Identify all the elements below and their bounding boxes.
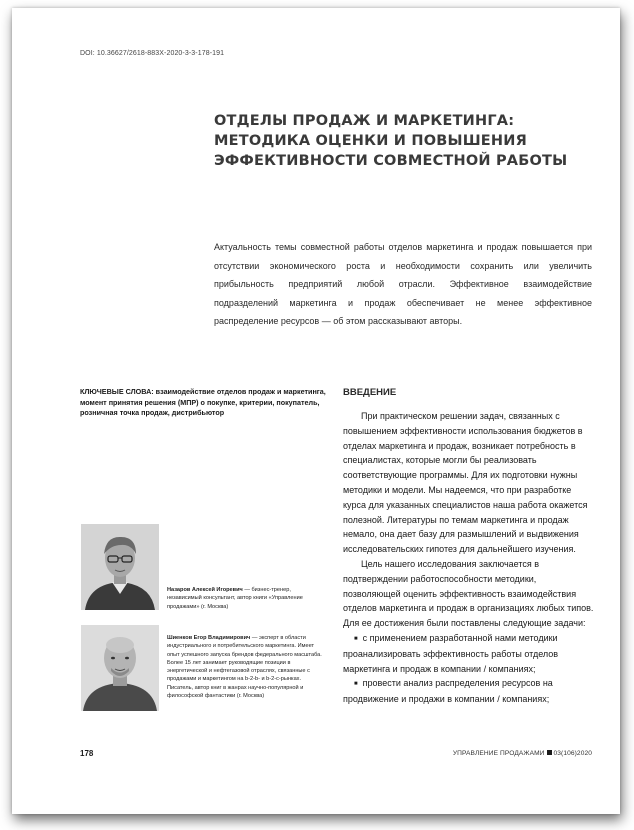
- title-line: МЕТОДИКА ОЦЕНКИ И ПОВЫШЕНИЯ: [214, 133, 527, 149]
- bullet-text: с применением разработанной нами методики проанализировать эффективность работы отделов маркетинга и продаж в компании / компаниях;: [343, 632, 559, 674]
- portrait-image: [81, 524, 159, 610]
- page-number: 178: [80, 749, 94, 758]
- title-line: ЭФФЕКТИВНОСТИ СОВМЕСТНОЙ РАБОТЫ: [214, 153, 568, 169]
- square-bullet-icon: ■: [354, 635, 358, 642]
- journal-page: [12, 8, 620, 814]
- square-bullet-icon: ■: [354, 681, 358, 688]
- issue-number: 03(106)2020: [553, 750, 592, 757]
- author-bio: [167, 586, 327, 611]
- author-description: — бизнес-тренер, независимый консультант, автор книги «Управление продажами» (г. Москва): [167, 587, 303, 610]
- author-photo: [81, 625, 159, 711]
- article-title: [214, 111, 584, 171]
- author-name: Шиенков Егор Владимирович: [167, 635, 251, 641]
- author-description: — эксперт в области индустриального и потребительского маркетинга. Имеет опыт успешного запуска брендов федерального масштаба. Более 15 лет занимает руководящие позиции в энергетической и нефтегазовой отраслях, связанные с продажами и маркетингом на b-2-b- и b-2-c-рынках. Писатель, автор книг в жанрах научно-популярной и философской фантастики (г. Москва): [167, 635, 322, 700]
- author-name: Назаров Алексей Игоревич: [167, 587, 243, 593]
- article-body: [343, 409, 595, 707]
- square-separator-icon: [547, 750, 552, 755]
- bullet-item: [343, 631, 595, 676]
- bullet-text: провести анализ распределения ресурсов на продвижение и продажи в компании / компаниях;: [343, 678, 553, 705]
- doi: DOI: 10.36627/2618-883X-2020-3-3-178-191: [80, 50, 225, 57]
- keywords: КЛЮЧЕВЫЕ СЛОВА: взаимодействие отделов продаж и маркетинга, момент принятия решения (МПР) о покупке, критерии, покупатель, розничная точка продаж, дистрибьютор: [80, 387, 326, 417]
- portrait-image: [81, 625, 159, 711]
- title-line: ОТДЕЛЫ ПРОДАЖ И МАРКЕТИНГА:: [214, 113, 515, 129]
- section-heading: ВВЕДЕНИЕ: [343, 387, 397, 398]
- author-photo: [81, 524, 159, 610]
- author-bio: [167, 634, 327, 700]
- bullet-item: [343, 676, 595, 707]
- journal-name: УПРАВЛЕНИЕ ПРОДАЖАМИ: [452, 750, 545, 757]
- lead-abstract: Актуальность темы совместной работы отделов маркетинга и продаж повышается при отсутствии экономического роста и необходимости сохранить или увеличить прибыльность предприятий любой отрасли. Эффективное взаимодействие подразделений маркетинга и продаж обеспечивает не менее эффективное распределение ресурсов — об этом рассказывают авторы.: [214, 242, 592, 326]
- paragraph: При практическом решении задач, связанных с повышением эффективности использования бюджетов в отделах маркетинга и продаж, возникает потребность в специалистах, которые могли бы реализовать соответствующие программы. Для их подготовки нужны методики и модели. Мы надеемся, что при разработке курса для указанных специалистов наша работа окажется полезной. Литературы по темам маркетинга и продаж немало, она дает базу для размышлений и выдвижения исследовательских гипотез для дальнейшего изучения.: [343, 411, 588, 555]
- running-footer: [428, 750, 592, 757]
- paragraph: Цель нашего исследования заключается в подтверждении работоспособности методики, позволяющей оценить эффективность взаимодействия отделов маркетинга и продаж в организациях любых типов. Для ее достижения были поставлены следующие задачи:: [343, 558, 594, 629]
